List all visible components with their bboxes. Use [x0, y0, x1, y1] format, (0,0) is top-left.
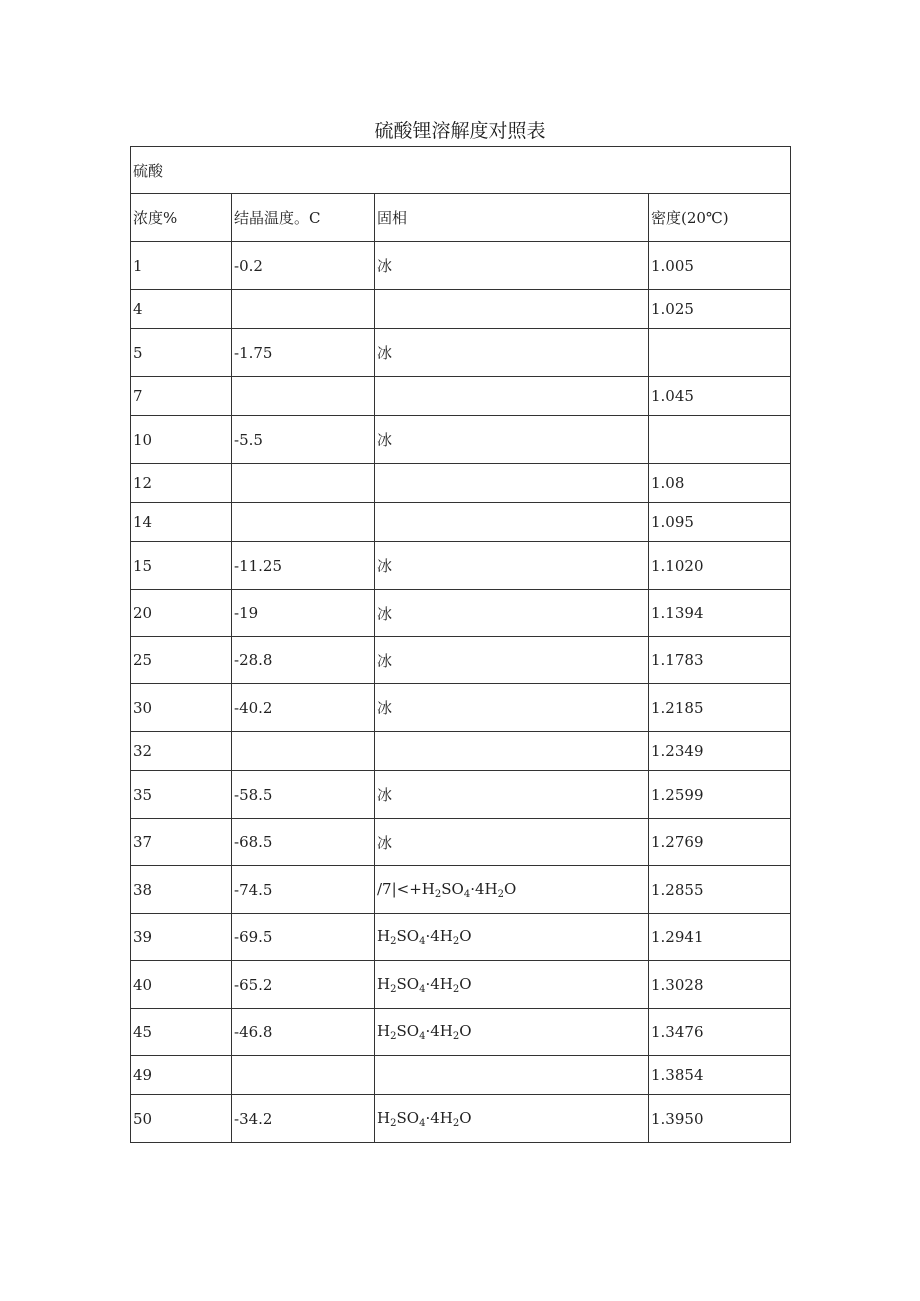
cell-solid-phase: 冰: [375, 637, 649, 684]
cell-density: 1.2769: [649, 819, 791, 866]
cell-temperature: -5.5: [232, 416, 375, 464]
cell-concentration: 40: [131, 961, 232, 1009]
table-row: [131, 503, 791, 542]
cell-concentration: 45: [131, 1009, 232, 1056]
table-row: [131, 771, 791, 819]
table-row: [131, 961, 791, 1009]
document-title: 硫酸锂溶解度对照表: [374, 120, 546, 142]
cell-solid-phase: [375, 732, 649, 771]
cell-density: 1.045: [649, 377, 791, 416]
cell-temperature: [232, 503, 375, 542]
table-row: [131, 637, 791, 684]
cell-density: 1.1020: [649, 542, 791, 590]
cell-temperature: -65.2: [232, 961, 375, 1009]
cell-concentration: 12: [131, 464, 232, 503]
cell-concentration: 20: [131, 590, 232, 637]
cell-temperature: -0.2: [232, 242, 375, 290]
cell-concentration: 38: [131, 866, 232, 914]
table-row: [131, 1009, 791, 1056]
cell-concentration: 30: [131, 684, 232, 732]
cell-solid-phase: [375, 290, 649, 329]
table-row: [131, 329, 791, 377]
solubility-table: [130, 146, 791, 1143]
cell-temperature: -46.8: [232, 1009, 375, 1056]
table-row: [131, 732, 791, 771]
cell-solid-phase: 冰: [375, 242, 649, 290]
cell-concentration: 7: [131, 377, 232, 416]
table-row: [131, 1056, 791, 1095]
table-row: [131, 464, 791, 503]
cell-temperature: [232, 290, 375, 329]
cell-concentration: 10: [131, 416, 232, 464]
cell-temperature: -1.75: [232, 329, 375, 377]
table-row: [131, 542, 791, 590]
cell-density: 1.2941: [649, 914, 791, 961]
cell-density: 1.2349: [649, 732, 791, 771]
cell-concentration: 5: [131, 329, 232, 377]
cell-temperature: -40.2: [232, 684, 375, 732]
cell-solid-phase: 冰: [375, 684, 649, 732]
cell-solid-phase: $H_2SO_4\cdot 4H_2O$: [375, 914, 649, 961]
column-header-temperature: 结晶温度。C: [232, 194, 375, 242]
cell-density: 1.095: [649, 503, 791, 542]
column-header-row: [131, 194, 791, 242]
cell-solid-phase: [375, 503, 649, 542]
table-row: [131, 590, 791, 637]
table-row: [131, 290, 791, 329]
cell-density: 1.3950: [649, 1095, 791, 1143]
cell-density: 1.08: [649, 464, 791, 503]
table-row: [131, 819, 791, 866]
cell-density: 1.2855: [649, 866, 791, 914]
cell-density: 1.3854: [649, 1056, 791, 1095]
table-row: [131, 416, 791, 464]
cell-concentration: 32: [131, 732, 232, 771]
cell-concentration: 4: [131, 290, 232, 329]
table-row: [131, 866, 791, 914]
cell-solid-phase: 冰: [375, 590, 649, 637]
cell-solid-phase: [375, 464, 649, 503]
group-header-row: [131, 147, 791, 194]
cell-density: 1.1394: [649, 590, 791, 637]
cell-temperature: [232, 464, 375, 503]
cell-density: [649, 329, 791, 377]
cell-concentration: 35: [131, 771, 232, 819]
table-row: [131, 684, 791, 732]
cell-temperature: -68.5: [232, 819, 375, 866]
cell-solid-phase: 冰: [375, 771, 649, 819]
cell-temperature: -69.5: [232, 914, 375, 961]
cell-density: 1.2599: [649, 771, 791, 819]
cell-solid-phase: 冰: [375, 329, 649, 377]
table-row: [131, 914, 791, 961]
column-header-solid-phase: 固相: [375, 194, 649, 242]
table-row: [131, 242, 791, 290]
cell-solid-phase: $/7|<+H_2SO_4\cdot 4H_2O$: [375, 866, 649, 914]
cell-temperature: -74.5: [232, 866, 375, 914]
table-row: [131, 377, 791, 416]
column-header-density: 密度(20℃): [649, 194, 791, 242]
cell-concentration: 39: [131, 914, 232, 961]
cell-solid-phase: 冰: [375, 416, 649, 464]
column-header-concentration: 浓度%: [131, 194, 232, 242]
cell-solid-phase: $H_2SO_4\cdot 4H_2O$: [375, 1095, 649, 1143]
table-row: [131, 1095, 791, 1143]
cell-concentration: 1: [131, 242, 232, 290]
cell-density: 1.3028: [649, 961, 791, 1009]
cell-temperature: [232, 377, 375, 416]
cell-solid-phase: 冰: [375, 542, 649, 590]
cell-solid-phase: [375, 377, 649, 416]
group-header-cell: 硫酸: [131, 147, 791, 194]
cell-temperature: -28.8: [232, 637, 375, 684]
cell-density: 1.3476: [649, 1009, 791, 1056]
cell-solid-phase: $H_2SO_4\cdot 4H_2O$: [375, 1009, 649, 1056]
cell-concentration: 25: [131, 637, 232, 684]
cell-density: 1.1783: [649, 637, 791, 684]
cell-solid-phase: [375, 1056, 649, 1095]
cell-concentration: 50: [131, 1095, 232, 1143]
cell-temperature: [232, 732, 375, 771]
cell-temperature: -58.5: [232, 771, 375, 819]
cell-temperature: -34.2: [232, 1095, 375, 1143]
cell-temperature: -11.25: [232, 542, 375, 590]
cell-solid-phase: 冰: [375, 819, 649, 866]
cell-temperature: -19: [232, 590, 375, 637]
cell-concentration: 49: [131, 1056, 232, 1095]
cell-concentration: 37: [131, 819, 232, 866]
cell-density: 1.005: [649, 242, 791, 290]
cell-concentration: 15: [131, 542, 232, 590]
cell-density: [649, 416, 791, 464]
cell-density: 1.2185: [649, 684, 791, 732]
cell-solid-phase: $H_2SO_4\cdot 4H_2O$: [375, 961, 649, 1009]
cell-temperature: [232, 1056, 375, 1095]
cell-density: 1.025: [649, 290, 791, 329]
cell-concentration: 14: [131, 503, 232, 542]
